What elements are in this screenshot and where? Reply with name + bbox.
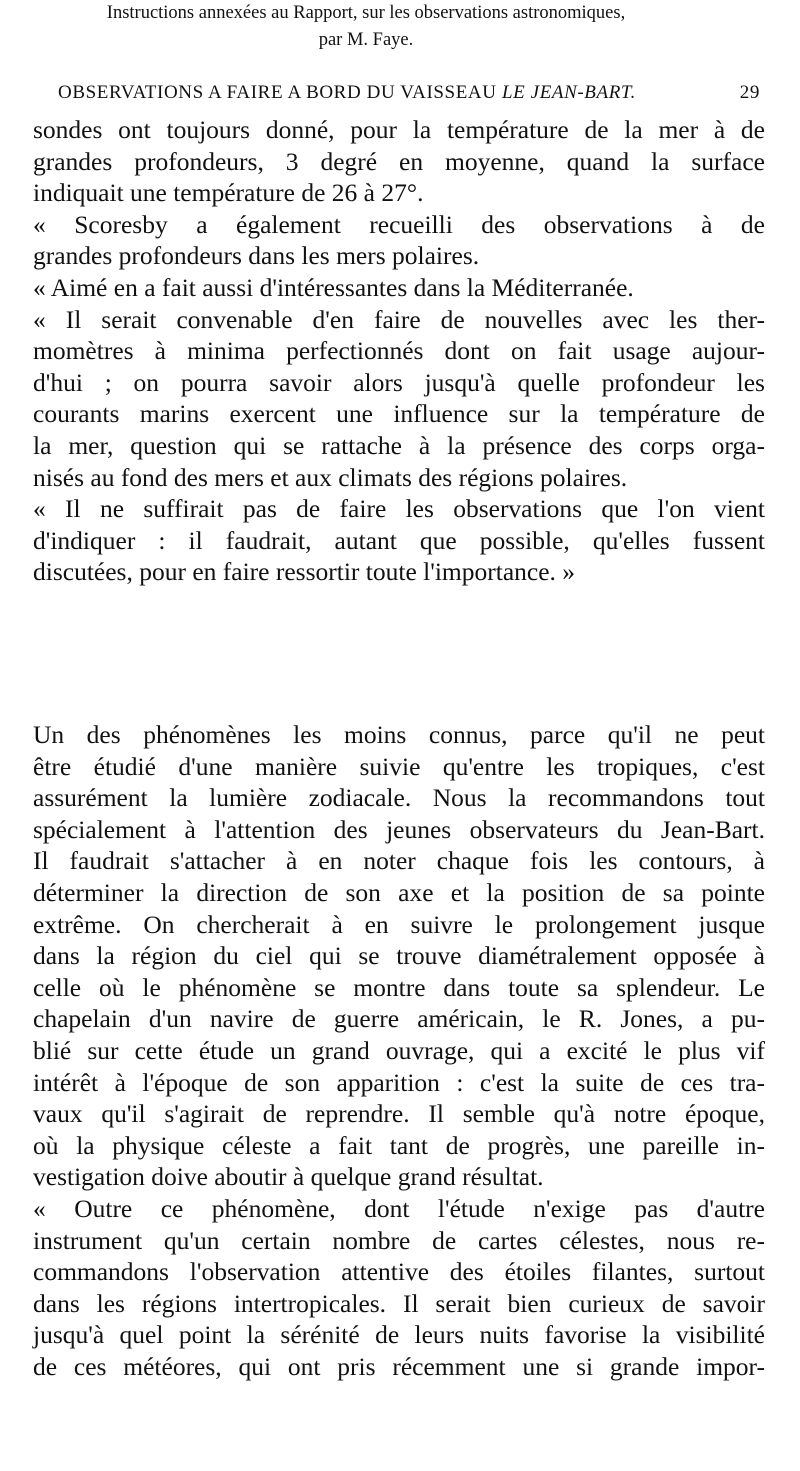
text-line: spécialement à l'attention des jeunes observateurs du Jean-Bart. — [33, 814, 765, 844]
text-line: « Aimé en a fait aussi d'intéressantes dans la Méditerranée. — [33, 272, 634, 302]
text-line: « Il ne suffirait pas de faire les observations que l'on vient — [33, 494, 765, 524]
text-line: sondes ont toujours donné, pour la température de la mer à de — [33, 115, 765, 144]
text-line: vestigation doive aboutir à quelque grand résultat. — [33, 1162, 544, 1192]
text-line: indiquait une température de 26 à 27°. — [33, 178, 424, 208]
text-line: grandes profondeurs, 3 degré en moyenne, quand la surface — [33, 146, 765, 176]
text-line: être étudié d'une manière suivie qu'entre les tropiques, c'est — [33, 751, 765, 781]
ship-name: LE JEAN-BART. — [501, 82, 637, 103]
text-line: d'hui ; on pourra savoir alors jusqu'à quelle profondeur les — [33, 367, 765, 397]
running-header — [58, 82, 760, 108]
text-line: celle où le phénomène se montre dans toute sa splendeur. Le — [33, 972, 765, 1002]
page-number: 29 — [739, 82, 760, 103]
text-line: vaux qu'il s'agirait de reprendre. Il semble qu'à notre époque, — [33, 1099, 765, 1129]
section-heading-line: Instructions annexées au Rapport, sur les observations astronomiques, — [106, 3, 626, 23]
text-line: assurément la lumière zodiacale. Nous la recommandons tout — [33, 783, 765, 813]
text-line: déterminer la direction de son axe et la position de sa pointe — [33, 877, 765, 907]
text-line: la mer, question qui se rattache à la présence des corps orga- — [33, 430, 765, 460]
text-line: où la physique céleste a fait tant de progrès, une pareille in- — [33, 1130, 765, 1160]
text-line: chapelain d'un navire de guerre américain, le R. Jones, a pu- — [33, 1004, 765, 1034]
text-line: « Scoresby a également recueilli des observations à de — [33, 209, 765, 239]
text-line: « Outre ce phénomène, dont l'étude n'exige pas d'autre — [33, 1193, 765, 1223]
text-line: grandes profondeurs dans les mers polaires. — [33, 241, 480, 271]
text-line: instrument qu'un certain nombre de cartes célestes, nous re- — [33, 1225, 765, 1255]
text-line: momètres à minima perfectionnés dont on fait usage aujour- — [33, 336, 765, 366]
section-heading-author: par M. Faye. — [318, 30, 414, 50]
text-line: extrême. On chercherait à en suivre le prolongement jusque — [33, 909, 765, 939]
text-line: courants marins exercent une influence sur la température de — [33, 399, 765, 429]
text-line: Un des phénomènes les moins connus, parce qu'il ne peut — [33, 720, 765, 749]
section-heading — [0, 0, 732, 54]
text-line: blié sur cette étude un grand ouvrage, qui a excité le plus vif — [33, 1035, 765, 1065]
text-line: dans la région du ciel qui se trouve diamétralement opposée à — [33, 941, 765, 971]
text-line: discutées, pour en faire ressortir toute l'importance. » — [33, 557, 576, 587]
body-text-bottom — [33, 719, 765, 1382]
text-line: intérêt à l'époque de son apparition : c'est la suite de ces tra- — [33, 1067, 765, 1097]
text-line: d'indiquer : il faudrait, autant que possible, qu'elles fussent — [33, 525, 765, 555]
text-line: de ces météores, qui ont pris récemment une si grande impor- — [33, 1351, 765, 1381]
running-title: OBSERVATIONS A FAIRE A BORD DU VAISSEAU LE JEAN-BART. — [58, 82, 637, 103]
text-line: Il faudrait s'attacher à en noter chaque fois les contours, à — [33, 846, 765, 876]
text-line: dans les régions intertropicales. Il serait bien curieux de savoir — [33, 1288, 765, 1318]
text-line: commandons l'observation attentive des étoiles filantes, surtout — [33, 1257, 765, 1287]
text-line: nisés au fond des mers et aux climats des régions polaires. — [33, 462, 628, 492]
text-line: « Il serait convenable d'en faire de nouvelles avec les ther- — [33, 304, 765, 334]
body-text-top — [33, 114, 765, 588]
text-line: jusqu'à quel point la sérénité de leurs nuits favorise la visibilité — [33, 1320, 765, 1350]
